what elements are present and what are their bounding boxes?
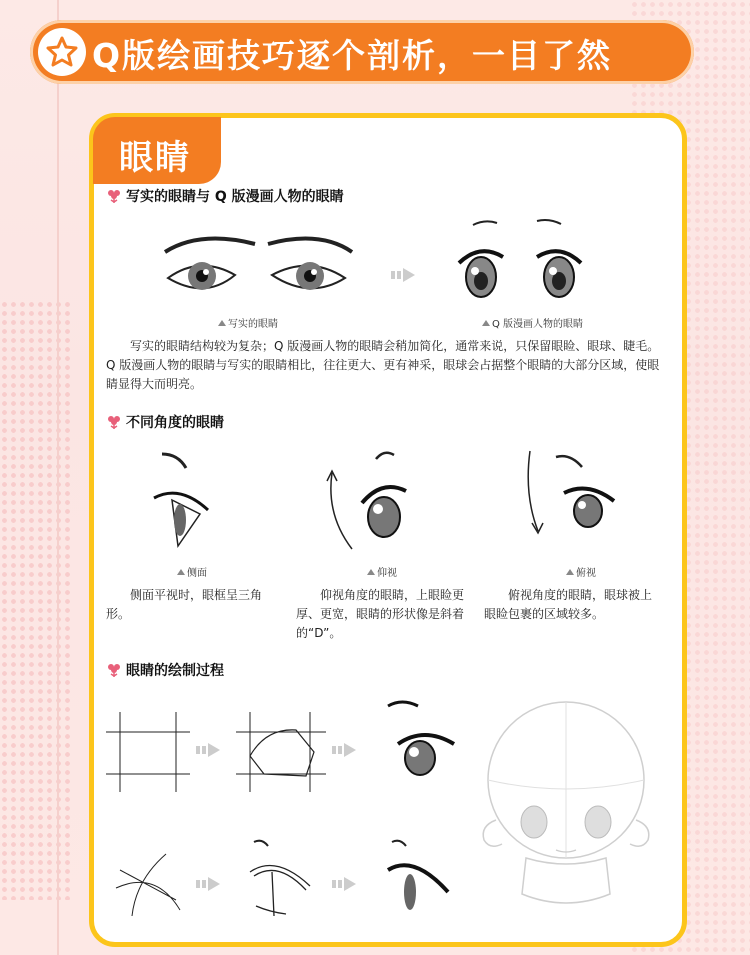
realistic-eyes-illustration: [160, 230, 360, 310]
section-heading-comparison: [106, 186, 344, 206]
process-step-1-grid: [106, 712, 190, 792]
process-step-3-eye: [384, 698, 464, 788]
chibi-eyes-illustration: [455, 215, 595, 305]
chibi-caption: [482, 315, 583, 330]
double-arrow-icon: [391, 268, 417, 282]
process-step-5-sketch: [246, 836, 322, 920]
star-icon: [38, 28, 86, 76]
flower-icon: [106, 662, 122, 678]
triangle-icon: [367, 569, 375, 575]
section-tab-title: 眼睛: [119, 138, 191, 178]
caption-text: 俯视: [576, 568, 596, 579]
caption-text: Q 版漫画人物的眼睛: [492, 319, 584, 330]
double-arrow-icon: [196, 877, 222, 891]
downward-description: 俯视角度的眼睛，眼球被上眼睑包裹的区域较多。: [484, 588, 653, 621]
halftone-dots-left: [0, 300, 70, 900]
chibi-character-sketch: [476, 698, 656, 926]
downward-caption: [566, 564, 596, 579]
caption-text: 侧面: [187, 568, 207, 579]
process-step-4-lines: [116, 850, 182, 920]
section-heading-process: [106, 660, 224, 680]
section-heading-text: 眼睛的绘制过程: [126, 663, 224, 679]
margin-line: [57, 0, 59, 955]
side-caption: [177, 564, 207, 579]
flower-icon: [106, 188, 122, 204]
flower-icon: [106, 414, 122, 430]
triangle-icon: [566, 569, 574, 575]
side-view-eye-illustration: [150, 448, 220, 558]
comparison-paragraph: 写实的眼睛结构较为复杂；Q 版漫画人物的眼睛会稍加简化，通常来说，只保留眼睑、眼球、睫毛。Q 版漫画人物的眼睛与写实的眼睛相比，往往更大、更有神采，眼球会占据整个眼睛的大部分区域，使眼睛显得大而明亮。: [106, 339, 660, 391]
triangle-icon: [177, 569, 185, 575]
caption-text: 写实的眼睛: [228, 319, 278, 330]
realistic-caption: [218, 315, 278, 330]
double-arrow-icon: [196, 743, 222, 757]
upward-caption: [367, 564, 397, 579]
upward-view-eye-illustration: [322, 445, 422, 555]
banner-title: Q版绘画技巧逐个剖析，一目了然: [92, 36, 613, 75]
double-arrow-icon: [332, 877, 358, 891]
section-heading-text: 写实的眼睛与 Q 版漫画人物的眼睛: [126, 189, 344, 205]
side-description: 侧面平视时，眼框呈三角形。: [106, 588, 263, 621]
caption-text: 仰视: [377, 568, 397, 579]
downward-view-eye-illustration: [522, 445, 622, 555]
process-step-2-outline: [236, 712, 326, 792]
process-step-6-eye-side: [384, 836, 460, 920]
section-heading-angles: [106, 412, 224, 432]
upward-description: 仰视角度的眼睛，上眼睑更厚、更宽，眼睛的形状像是斜着的“D”。: [296, 588, 465, 640]
double-arrow-icon: [332, 743, 358, 757]
triangle-icon: [218, 320, 226, 326]
triangle-icon: [482, 320, 490, 326]
section-heading-text: 不同角度的眼睛: [126, 415, 224, 431]
